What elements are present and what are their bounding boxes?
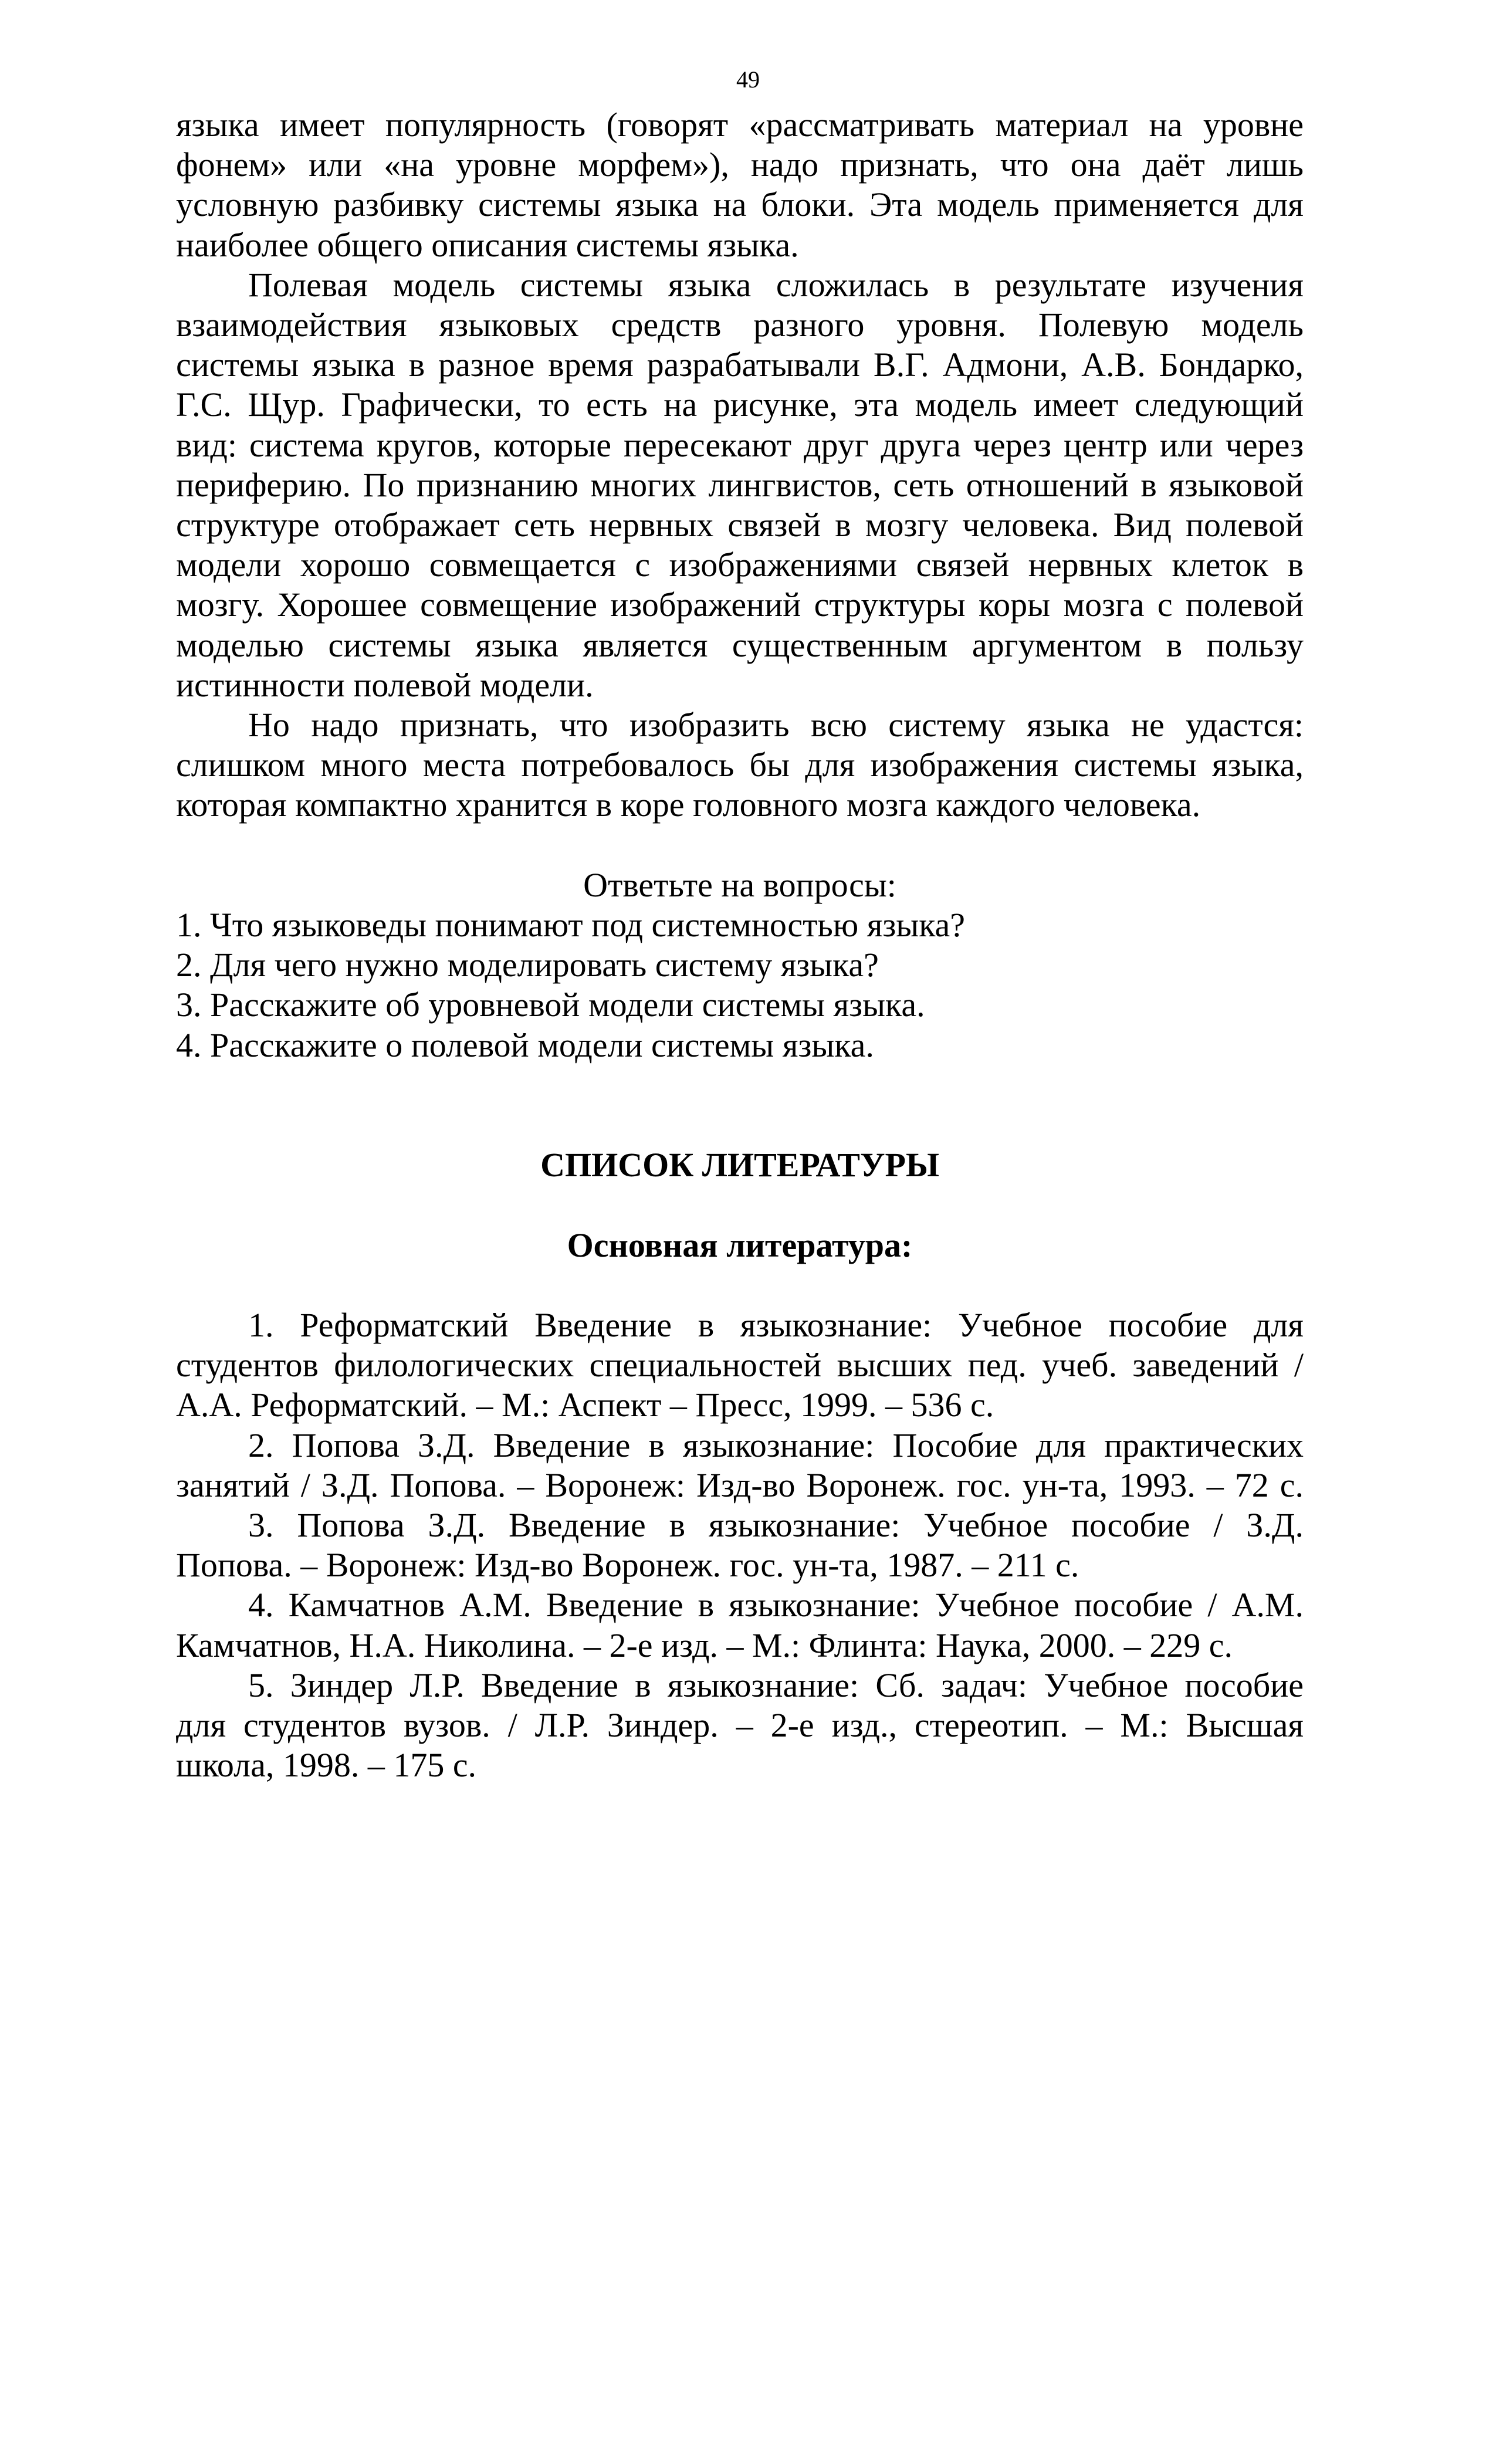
text-line: Полевая модель системы языка сложилась в результате изучения bbox=[248, 265, 1304, 304]
bibliography-entry bbox=[176, 1505, 1304, 1585]
question-item: 3. Расскажите об уровневой модели системы языка. bbox=[176, 986, 925, 1024]
bibliography-heading: СПИСОК ЛИТЕРАТУРЫ bbox=[540, 1146, 939, 1184]
text-line: языка имеет популярность (говорят «рассматривать материал на уровне bbox=[176, 106, 1304, 144]
text-line: студентов филологических специальностей высших пед. учеб. заведений / bbox=[176, 1346, 1304, 1385]
text-line: 3. Попова З.Д. Введение в языкознание: Учебное пособие / З.Д. bbox=[248, 1506, 1304, 1545]
text-line: Попова. – Воронеж: Изд-во Воронеж. гос. ун-та, 1987. – 211 с. bbox=[176, 1546, 1079, 1585]
text-line: моделью системы языка является существенным аргументом в пользу bbox=[176, 625, 1304, 664]
bibliography-entry bbox=[176, 1426, 1304, 1505]
text-line: которая компактно хранится в коре головного мозга каждого человека. bbox=[176, 786, 1201, 824]
text-line: взаимодействия языковых средств разного уровня. Полевую модель bbox=[176, 306, 1304, 344]
text-line: наиболее общего описания системы языка. bbox=[176, 225, 799, 264]
page-number: 49 bbox=[736, 66, 760, 93]
bibliography-entry bbox=[176, 1585, 1304, 1665]
text-line: мозгу. Хорошее совмещение изображений структуры коры мозга с полевой bbox=[176, 585, 1304, 624]
text-line: условную разбивку системы языка на блоки. Эта модель применяется для bbox=[176, 185, 1304, 224]
text-line: занятий / З.Д. Попова. – Воронеж: Изд-во Воронеж. гос. ун-та, 1993. – 72 с. bbox=[176, 1465, 1304, 1504]
text-line: фонем» или «на уровне морфем»), надо признать, что она даёт лишь bbox=[176, 145, 1304, 184]
text-line: для студентов вузов. / Л.Р. Зиндер. – 2-е изд., стереотип. – М.: Высшая bbox=[176, 1706, 1304, 1745]
text-line: слишком много места потребовалось бы для изображения системы языка, bbox=[176, 746, 1304, 784]
text-line: периферию. По признанию многих лингвистов, сеть отношений в языковой bbox=[176, 465, 1304, 504]
paragraph-3 bbox=[176, 705, 1304, 825]
text-line: модели хорошо совмещается с изображениями связей нервных клеток в bbox=[176, 546, 1304, 584]
bibliography-entry bbox=[176, 1666, 1304, 1786]
text-line: Но надо признать, что изобразить всю систему языка не удастся: bbox=[248, 706, 1304, 744]
paragraph-1 bbox=[176, 105, 1304, 265]
bibliography-subheading: Основная литература: bbox=[567, 1226, 913, 1264]
text-line: 1. Реформатский Введение в языкознание: Учебное пособие для bbox=[248, 1306, 1304, 1345]
text-line: системы языка в разное время разрабатывали В.Г. Адмони, А.В. Бондарко, bbox=[176, 346, 1304, 384]
questions-title: Ответьте на вопросы: bbox=[583, 865, 896, 904]
text-line: Г.С. Щур. Графически, то есть на рисунке, эта модель имеет следующий bbox=[176, 385, 1304, 424]
page-content bbox=[176, 105, 1304, 1785]
bibliography-entry bbox=[176, 1305, 1304, 1426]
text-line: 2. Попова З.Д. Введение в языкознание: Пособие для практических bbox=[248, 1426, 1304, 1464]
text-line: истинности полевой модели. bbox=[176, 665, 594, 704]
text-line: 4. Камчатнов А.М. Введение в языкознание: Учебное пособие / А.М. bbox=[248, 1586, 1304, 1624]
questions-list bbox=[176, 905, 1304, 1065]
question-item: 2. Для чего нужно моделировать систему языка? bbox=[176, 946, 879, 984]
bibliography-list bbox=[176, 1305, 1304, 1785]
text-line: структуре отображает сеть нервных связей в мозгу человека. Вид полевой bbox=[176, 506, 1304, 544]
paragraph-2 bbox=[176, 265, 1304, 705]
question-item: 4. Расскажите о полевой модели системы языка. bbox=[176, 1025, 874, 1064]
text-line: школа, 1998. – 175 с. bbox=[176, 1746, 477, 1785]
text-line: вид: система кругов, которые пересекают друг друга через центр или через bbox=[176, 425, 1304, 464]
text-line: 5. Зиндер Л.Р. Введение в языкознание: Сб. задач: Учебное пособие bbox=[248, 1666, 1304, 1704]
text-line: Камчатнов, Н.А. Николина. – 2-е изд. – М.: Флинта: Наука, 2000. – 229 с. bbox=[176, 1626, 1233, 1664]
question-item: 1. Что языковеды понимают под системностью языка? bbox=[176, 906, 966, 945]
text-line: А.А. Реформатский. – М.: Аспект – Пресс, 1999. – 536 с. bbox=[176, 1386, 994, 1424]
